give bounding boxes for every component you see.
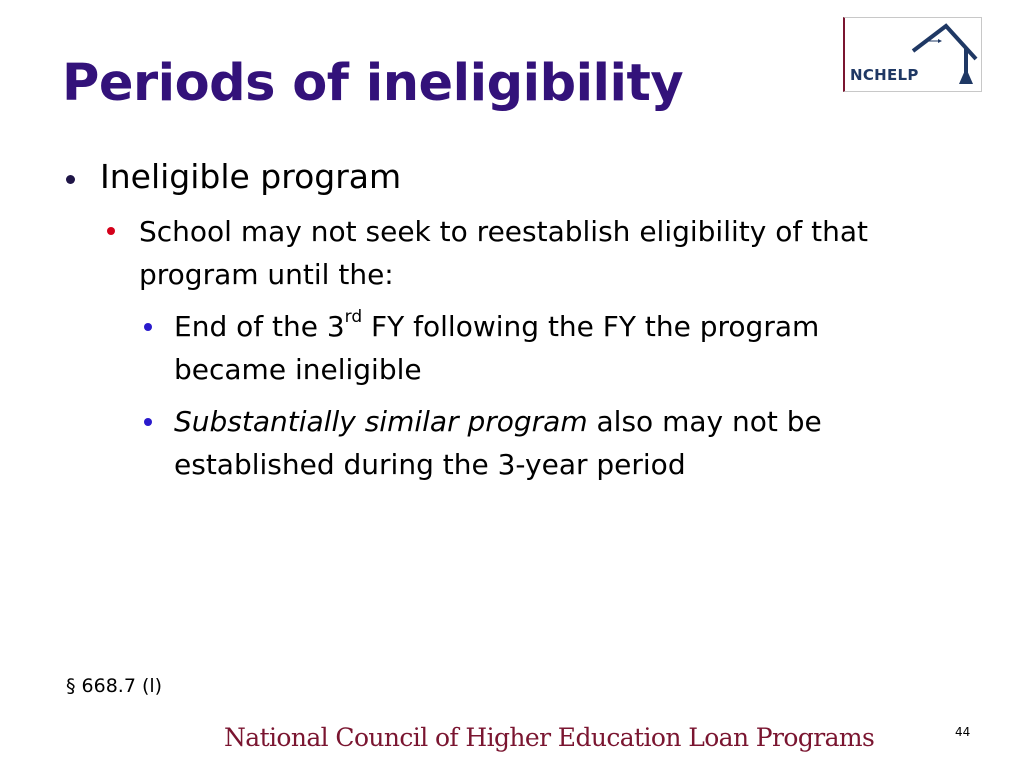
footer-organization-name: National Council of Higher Education Loan Programs <box>224 723 875 752</box>
bullet-level3-first-text-end: FY following the FY the program became ineligible <box>174 310 820 386</box>
bullet-dot-level2 <box>107 227 115 235</box>
nchelp-logo <box>843 17 982 92</box>
bullet-level3-second-emphasis: Substantially similar program <box>174 405 588 438</box>
regulation-citation: § 668.7 (l) <box>66 675 163 697</box>
bullet-level2: School may not seek to reestablish eligibility of that program until the: <box>139 215 868 291</box>
bullet-dot-level3-second <box>144 418 152 426</box>
bullet-level1: Ineligible program <box>100 157 402 196</box>
bullet-dot-level3-first <box>144 323 152 331</box>
page-number: 44 <box>955 725 971 739</box>
ordinal-superscript: rd <box>344 306 363 327</box>
bullet-level3-second-text: also may not be established during the 3-year period <box>174 405 822 481</box>
slide-title: Periods of ineligibility <box>62 54 684 113</box>
bullet-level3-first <box>174 305 934 391</box>
logo-text: NCHELP <box>850 66 919 84</box>
bullet-dot-level1 <box>66 175 75 184</box>
bullet-level3-second <box>174 400 934 486</box>
bullet-level3-first-text-start: End of the 3 <box>174 310 345 343</box>
